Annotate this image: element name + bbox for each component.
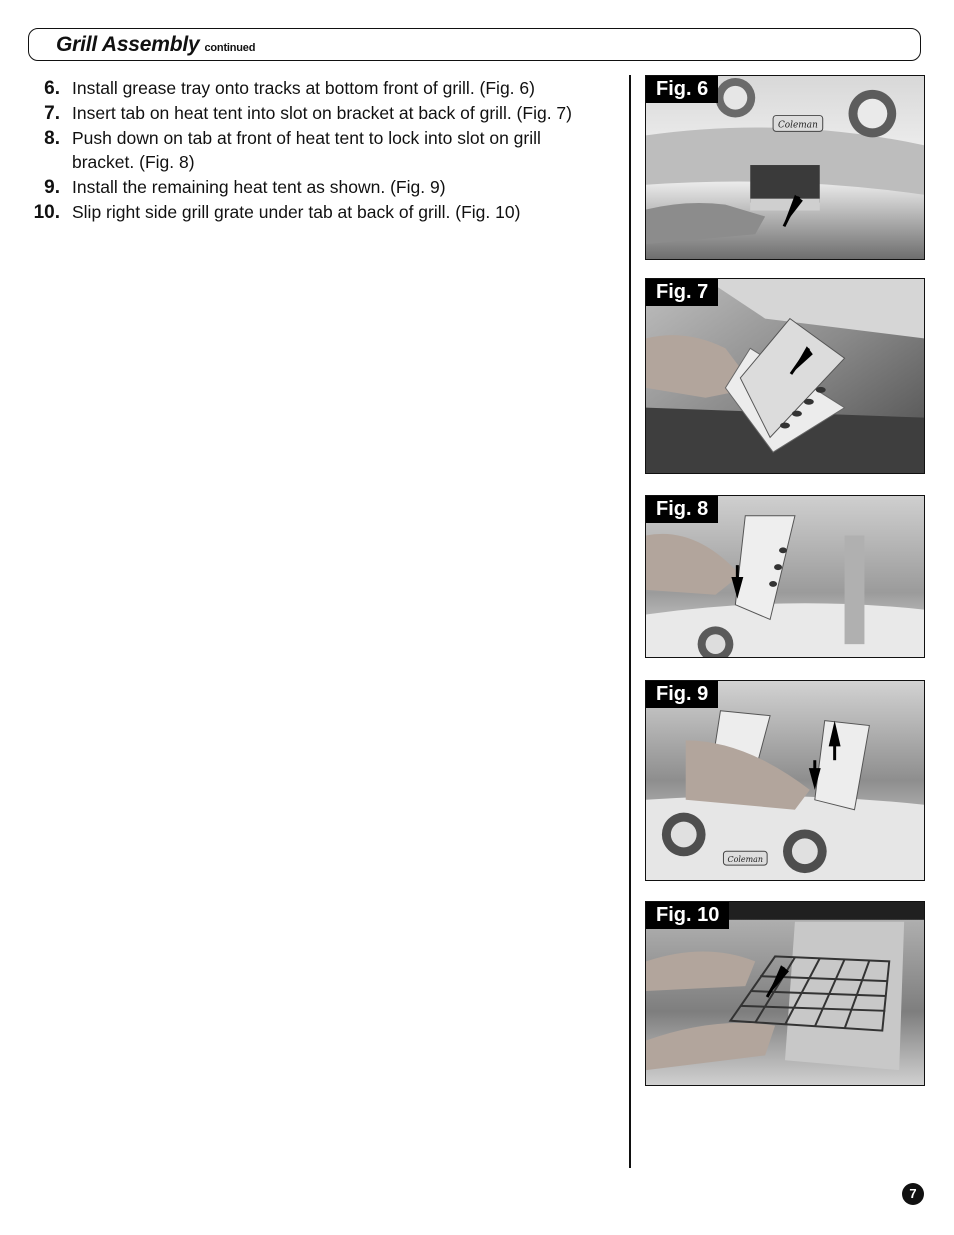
page-number-badge: 7 <box>902 1183 924 1205</box>
figure-label: Fig. 6 <box>646 76 718 103</box>
figure-9-photo <box>646 681 924 880</box>
column-divider <box>629 75 631 1168</box>
section-subtitle: continued <box>204 42 256 54</box>
step-text: Slip right side grill grate under tab at back of grill. (Fig. 10) <box>72 202 521 222</box>
section-title-text: Grill Assembly <box>56 33 200 56</box>
step-7 <box>30 101 600 125</box>
step-number: 6. <box>44 78 60 99</box>
figure-10 <box>645 901 925 1086</box>
step-9 <box>30 175 600 199</box>
step-text: Install grease tray onto tracks at bottom front of grill. (Fig. 6) <box>72 78 535 98</box>
figure-10-photo <box>646 902 924 1085</box>
figure-label: Fig. 8 <box>646 496 718 523</box>
coleman-logo: Coleman <box>727 855 764 865</box>
figure-8 <box>645 495 925 658</box>
step-text: Push down on tab at front of heat tent to lock into slot on grill bracket. (Fig. 8) <box>72 128 541 172</box>
figure-9 <box>645 680 925 881</box>
figure-label: Fig. 9 <box>646 681 718 708</box>
step-text: Insert tab on heat tent into slot on bracket at back of grill. (Fig. 7) <box>72 103 572 123</box>
figure-label: Fig. 10 <box>646 902 729 929</box>
step-text: Install the remaining heat tent as shown. (Fig. 9) <box>72 177 446 197</box>
coleman-logo: Coleman <box>777 120 818 131</box>
section-header <box>28 28 921 61</box>
figure-7 <box>645 278 925 474</box>
section-title <box>56 33 255 57</box>
step-number: 9. <box>44 177 60 198</box>
step-number: 10. <box>33 202 60 223</box>
step-6 <box>30 76 600 100</box>
figure-6 <box>645 75 925 260</box>
assembly-steps <box>30 76 600 225</box>
step-number: 8. <box>44 128 60 149</box>
step-8 <box>30 126 600 174</box>
step-10 <box>30 200 600 224</box>
figure-label: Fig. 7 <box>646 279 718 306</box>
step-number: 7. <box>44 103 60 124</box>
figure-7-photo <box>646 279 924 473</box>
figure-6-photo <box>646 76 924 259</box>
